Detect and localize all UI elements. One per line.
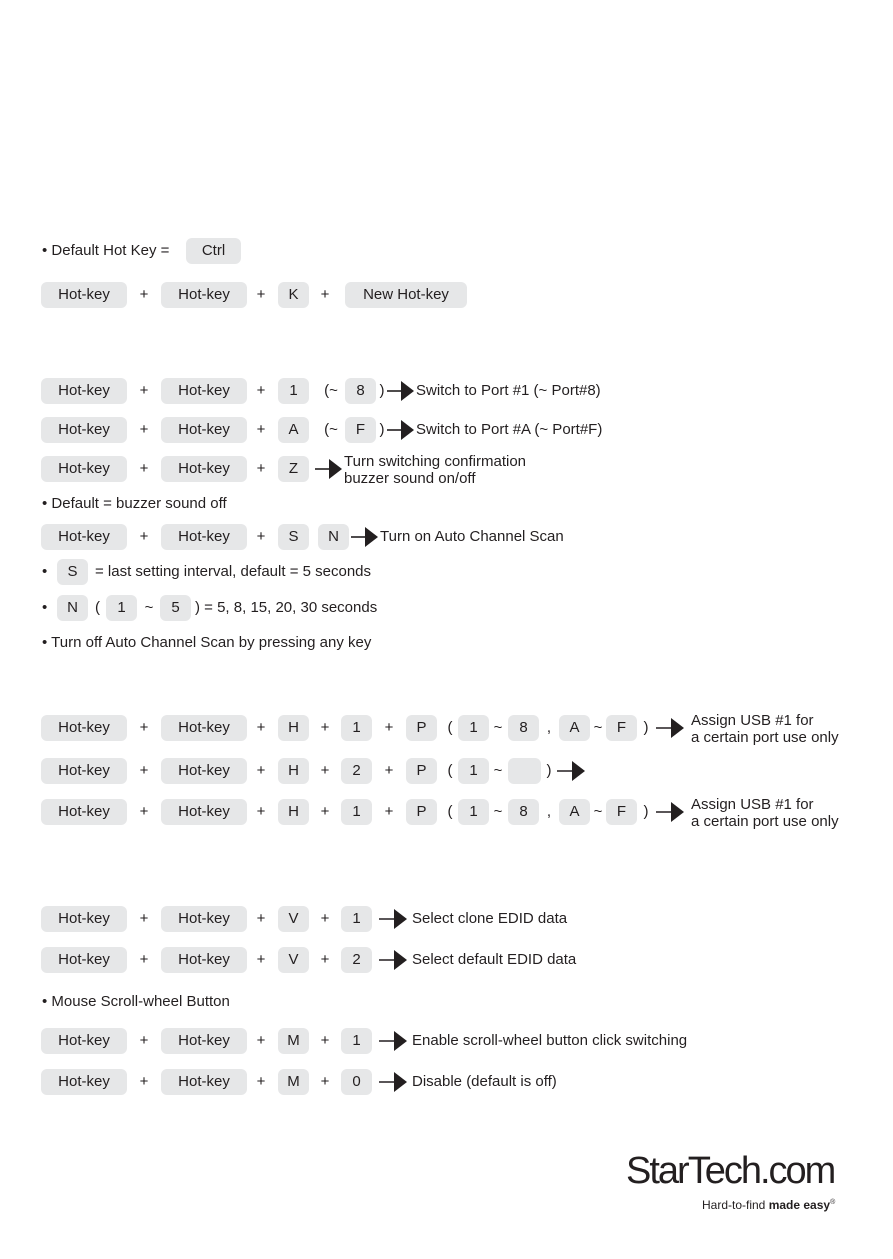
key-h: H bbox=[278, 715, 309, 741]
plus-sign: + bbox=[256, 421, 266, 438]
arrow-right-icon bbox=[656, 717, 686, 739]
buzzer-result-line-2: buzzer sound on/off bbox=[344, 470, 476, 487]
ctrl-key: Ctrl bbox=[186, 238, 241, 264]
plus-sign: + bbox=[256, 951, 266, 968]
mouse-disable-row bbox=[0, 1071, 893, 1097]
usb-assign-row-3 bbox=[0, 796, 893, 830]
hotkey-key: Hot-key bbox=[41, 378, 127, 404]
plus-sign: + bbox=[256, 803, 266, 820]
auto-scan-row bbox=[0, 526, 893, 552]
plus-sign: + bbox=[256, 382, 266, 399]
key-s: S bbox=[57, 559, 88, 585]
hotkey-key: Hot-key bbox=[161, 906, 247, 932]
key-8: 8 bbox=[508, 799, 539, 825]
usb-assign-result-line-1: Assign USB #1 for bbox=[691, 796, 814, 813]
key-8: 8 bbox=[345, 378, 376, 404]
key-m: M bbox=[278, 1069, 309, 1095]
bullet: • bbox=[42, 599, 48, 616]
plus-sign: + bbox=[320, 910, 330, 927]
tilde: ~ bbox=[493, 803, 503, 820]
plus-sign: + bbox=[139, 719, 149, 736]
scan-options-text: ) = 5, 8, 15, 20, 30 seconds bbox=[195, 599, 378, 616]
scan-interval-text: = last setting interval, default = 5 seconds bbox=[95, 563, 371, 580]
key-p: P bbox=[406, 799, 437, 825]
close-paren: ) bbox=[643, 803, 649, 820]
logo-wordmark: StarTech.com bbox=[626, 1150, 835, 1192]
usb-assign-row-1 bbox=[0, 712, 893, 746]
port-switch-row-letter bbox=[0, 419, 893, 445]
hotkey-key: Hot-key bbox=[41, 456, 127, 482]
plus-sign: + bbox=[384, 803, 394, 820]
key-a: A bbox=[278, 417, 309, 443]
key-m: M bbox=[278, 1028, 309, 1054]
startech-logo bbox=[626, 1150, 856, 1220]
key-1: 1 bbox=[341, 799, 372, 825]
plus-sign: + bbox=[256, 460, 266, 477]
edid-clone-result: Select clone EDID data bbox=[412, 910, 568, 927]
port-switch-result: Switch to Port #1 (~ Port#8) bbox=[416, 382, 601, 399]
tilde: ~ bbox=[493, 719, 503, 736]
close-paren: ) bbox=[379, 421, 385, 438]
scan-interval-note-row bbox=[0, 561, 893, 587]
key-1: 1 bbox=[341, 715, 372, 741]
plus-sign: + bbox=[139, 421, 149, 438]
usb-assign-result-line-1: Assign USB #1 for bbox=[691, 712, 814, 729]
plus-sign: + bbox=[139, 803, 149, 820]
plus-sign: + bbox=[320, 1032, 330, 1049]
k-key: K bbox=[278, 282, 309, 308]
tilde: ~ bbox=[593, 719, 603, 736]
logo-tagline: Hard-to-find made easy® bbox=[702, 1198, 836, 1212]
arrow-right-icon bbox=[379, 1071, 409, 1093]
edid-default-result: Select default EDID data bbox=[412, 951, 577, 968]
comma: , bbox=[546, 803, 552, 820]
key-5: 5 bbox=[160, 595, 191, 621]
plus-sign: + bbox=[139, 910, 149, 927]
plus-sign: + bbox=[384, 719, 394, 736]
hotkey-key: Hot-key bbox=[161, 524, 247, 550]
scan-off-note: • Turn off Auto Channel Scan by pressing any key bbox=[42, 634, 372, 651]
bullet: • bbox=[42, 563, 48, 580]
hotkey-key: Hot-key bbox=[161, 758, 247, 784]
hotkey-key: Hot-key bbox=[41, 1069, 127, 1095]
plus-sign: + bbox=[256, 910, 266, 927]
plus-sign: + bbox=[320, 762, 330, 779]
hotkey-key: Hot-key bbox=[41, 947, 127, 973]
plus-sign: + bbox=[139, 286, 149, 303]
hotkey-key: Hot-key bbox=[41, 715, 127, 741]
close-paren: ) bbox=[546, 762, 552, 779]
hotkey-key: Hot-key bbox=[161, 715, 247, 741]
arrow-right-icon bbox=[379, 1030, 409, 1052]
hotkey-key: Hot-key bbox=[41, 799, 127, 825]
arrow-right-icon bbox=[315, 458, 343, 480]
key-f: F bbox=[606, 715, 637, 741]
hotkey-key: Hot-key bbox=[41, 906, 127, 932]
key-2: 2 bbox=[341, 947, 372, 973]
arrow-right-icon bbox=[379, 949, 409, 971]
plus-sign: + bbox=[256, 1073, 266, 1090]
hotkey-key: Hot-key bbox=[41, 1028, 127, 1054]
key-1: 1 bbox=[458, 715, 489, 741]
key-n: N bbox=[57, 595, 88, 621]
auto-scan-result: Turn on Auto Channel Scan bbox=[380, 528, 564, 545]
arrow-right-icon bbox=[656, 801, 686, 823]
buzzer-result-line-1: Turn switching confirmation bbox=[344, 453, 527, 470]
open-paren-tilde: (~ bbox=[324, 421, 338, 438]
key-h: H bbox=[278, 799, 309, 825]
key-1: 1 bbox=[458, 758, 489, 784]
hotkey-key: Hot-key bbox=[161, 799, 247, 825]
usb-assign-result-line-2: a certain port use only bbox=[691, 729, 839, 746]
key-f: F bbox=[606, 799, 637, 825]
plus-sign: + bbox=[256, 1032, 266, 1049]
plus-sign: + bbox=[256, 286, 266, 303]
plus-sign: + bbox=[320, 803, 330, 820]
close-paren: ) bbox=[379, 382, 385, 399]
plus-sign: + bbox=[139, 1032, 149, 1049]
hotkey-key: Hot-key bbox=[41, 758, 127, 784]
key-0: 0 bbox=[341, 1069, 372, 1095]
plus-sign: + bbox=[139, 460, 149, 477]
buzzer-default-note: • Default = buzzer sound off bbox=[42, 495, 227, 512]
mouse-disable-result: Disable (default is off) bbox=[412, 1073, 557, 1090]
hotkey-key: Hot-key bbox=[161, 282, 247, 308]
key-a: A bbox=[559, 799, 590, 825]
open-paren: ( bbox=[447, 803, 453, 820]
hotkey-key: Hot-key bbox=[161, 378, 247, 404]
key-8: 8 bbox=[508, 715, 539, 741]
blank-key bbox=[508, 758, 541, 784]
open-paren: ( bbox=[95, 599, 100, 616]
port-switch-result: Switch to Port #A (~ Port#F) bbox=[416, 421, 603, 438]
key-v: V bbox=[278, 947, 309, 973]
hotkey-key: Hot-key bbox=[41, 282, 127, 308]
tilde: ~ bbox=[593, 803, 603, 820]
key-2: 2 bbox=[341, 758, 372, 784]
open-paren: ( bbox=[447, 719, 453, 736]
comma: , bbox=[546, 719, 552, 736]
key-1: 1 bbox=[341, 906, 372, 932]
key-n: N bbox=[318, 524, 349, 550]
plus-sign: + bbox=[139, 951, 149, 968]
default-hotkey-row bbox=[0, 240, 893, 266]
mouse-enable-row bbox=[0, 1030, 893, 1056]
key-s: S bbox=[278, 524, 309, 550]
key-p: P bbox=[406, 715, 437, 741]
new-hotkey-row bbox=[0, 284, 893, 310]
plus-sign: + bbox=[139, 528, 149, 545]
plus-sign: + bbox=[256, 528, 266, 545]
key-a: A bbox=[559, 715, 590, 741]
key-f: F bbox=[345, 417, 376, 443]
port-switch-row-number bbox=[0, 380, 893, 406]
plus-sign: + bbox=[320, 1073, 330, 1090]
hotkey-key: Hot-key bbox=[41, 417, 127, 443]
edid-default-row bbox=[0, 949, 893, 975]
key-1: 1 bbox=[458, 799, 489, 825]
key-v: V bbox=[278, 906, 309, 932]
key-1: 1 bbox=[341, 1028, 372, 1054]
plus-sign: + bbox=[139, 382, 149, 399]
new-hotkey-key: New Hot-key bbox=[345, 282, 467, 308]
plus-sign: + bbox=[256, 762, 266, 779]
plus-sign: + bbox=[384, 762, 394, 779]
close-paren: ) bbox=[643, 719, 649, 736]
arrow-right-icon bbox=[351, 526, 379, 548]
edid-clone-row bbox=[0, 908, 893, 934]
open-paren: ( bbox=[447, 762, 453, 779]
scan-options-note-row bbox=[0, 597, 893, 623]
tilde: ~ bbox=[493, 762, 503, 779]
arrow-right-icon bbox=[379, 908, 409, 930]
plus-sign: + bbox=[320, 719, 330, 736]
arrow-right-icon bbox=[387, 419, 415, 441]
mouse-enable-result: Enable scroll-wheel button click switching bbox=[412, 1032, 688, 1049]
hotkey-key: Hot-key bbox=[41, 524, 127, 550]
default-hotkey-label: • Default Hot Key = bbox=[42, 242, 170, 259]
key-z: Z bbox=[278, 456, 309, 482]
hotkey-key: Hot-key bbox=[161, 1028, 247, 1054]
key-1: 1 bbox=[278, 378, 309, 404]
key-1: 1 bbox=[106, 595, 137, 621]
arrow-right-icon bbox=[557, 760, 587, 782]
usb-assign-row-2 bbox=[0, 760, 893, 786]
buzzer-toggle-row bbox=[0, 453, 893, 487]
hotkey-key: Hot-key bbox=[161, 947, 247, 973]
key-h: H bbox=[278, 758, 309, 784]
open-paren-tilde: (~ bbox=[324, 382, 338, 399]
plus-sign: + bbox=[139, 1073, 149, 1090]
usb-assign-result-line-2: a certain port use only bbox=[691, 813, 839, 830]
hotkey-key: Hot-key bbox=[161, 456, 247, 482]
hotkey-key: Hot-key bbox=[161, 417, 247, 443]
plus-sign: + bbox=[139, 762, 149, 779]
plus-sign: + bbox=[320, 286, 330, 303]
plus-sign: + bbox=[256, 719, 266, 736]
key-p: P bbox=[406, 758, 437, 784]
plus-sign: + bbox=[320, 951, 330, 968]
mouse-scroll-note: • Mouse Scroll-wheel Button bbox=[42, 993, 230, 1010]
tilde: ~ bbox=[144, 599, 154, 616]
hotkey-key: Hot-key bbox=[161, 1069, 247, 1095]
arrow-right-icon bbox=[387, 380, 415, 402]
